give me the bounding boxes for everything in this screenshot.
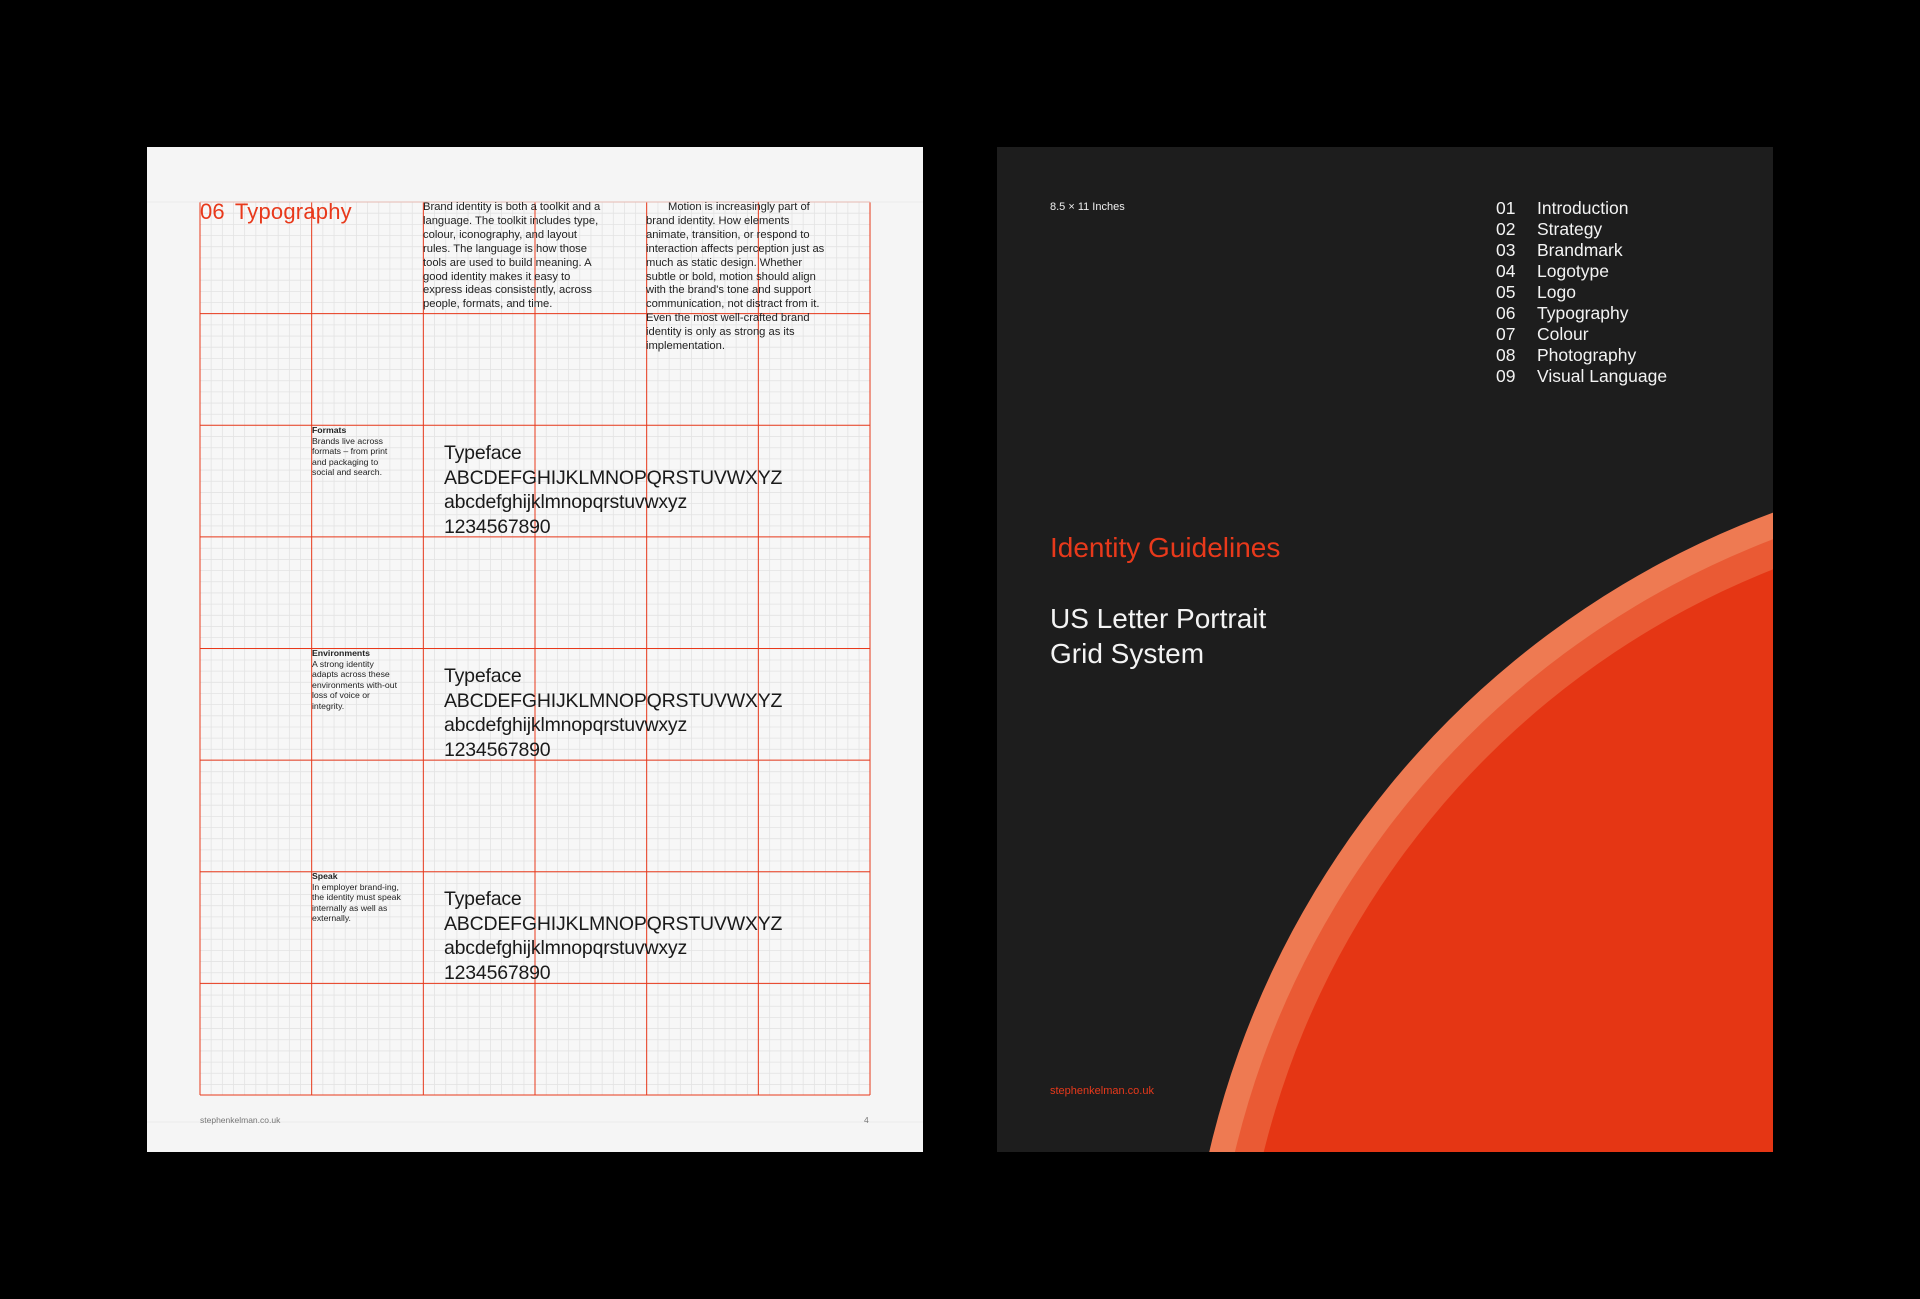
specimen-lowercase: abcdefghijklmnopqrstuvwxyz	[444, 491, 687, 513]
toc-label: Photography	[1537, 345, 1637, 365]
section-heading	[200, 199, 352, 225]
type-specimen	[444, 664, 782, 762]
toc-number: 05	[1496, 282, 1516, 302]
toc-number: 03	[1496, 240, 1516, 260]
document-title: Identity Guidelines	[1050, 532, 1281, 563]
specimen-uppercase: ABCDEFGHIJKLMNOPQRSTUVWXYZ	[444, 466, 783, 489]
toc-item[interactable]	[1496, 282, 1667, 303]
table-of-contents	[1496, 198, 1667, 387]
toc-label: Visual Language	[1537, 366, 1668, 386]
page-number: 4	[864, 1115, 869, 1125]
specimen-uppercase: ABCDEFGHIJKLMNOPQRSTUVWXYZ	[444, 689, 783, 712]
toc-item[interactable]	[1496, 366, 1667, 387]
side-note-formats	[312, 425, 402, 478]
toc-label: Colour	[1537, 324, 1589, 344]
toc-item[interactable]	[1496, 324, 1667, 345]
document-subtitle	[1050, 601, 1266, 671]
section-title: Typography	[234, 199, 352, 224]
cover-page	[997, 147, 1773, 1152]
toc-number: 09	[1496, 366, 1516, 386]
specimen-label: Typeface	[444, 442, 522, 464]
specimen-digits: 1234567890	[444, 738, 551, 761]
subtitle-line: US Letter Portrait	[1050, 603, 1267, 634]
subtitle-line: Grid System	[1050, 638, 1205, 669]
typography-page	[147, 147, 923, 1152]
toc-number: 07	[1496, 324, 1516, 344]
body-paragraph-1: Brand identity is both a toolkit and a language. The toolkit includes type, colour, iconography, and layout rules. The language is how those tools are used to build meaning. A good identity makes it easy to express ideas consistently, across people, formats, and time.	[423, 201, 601, 311]
body-paragraph-2: Motion is increasingly part of brand identity. How elements animate, transition, or respond to interaction affects perception just as much as static design. Whether subtle or bold, motion should align with the brand's tone and support communication, not distract from it. Even the most well-crafted brand identity is only as strong as its implementation.	[646, 201, 825, 353]
specimen-uppercase: ABCDEFGHIJKLMNOPQRSTUVWXYZ	[444, 912, 783, 935]
side-note-heading: Formats	[312, 425, 347, 435]
specimen-label: Typeface	[444, 665, 522, 687]
side-note-environments	[312, 648, 402, 711]
toc-item[interactable]	[1496, 219, 1667, 240]
toc-label: Strategy	[1537, 219, 1603, 239]
side-note-text: A strong identity adapts across these environments with-out loss of voice or integrity.	[312, 658, 397, 711]
side-note-heading: Environments	[312, 648, 370, 658]
size-label: 8.5 × 11 Inches	[1050, 201, 1125, 213]
toc-label: Logotype	[1537, 261, 1610, 281]
specimen-digits: 1234567890	[444, 961, 551, 984]
footer-url: stephenkelman.co.uk	[200, 1115, 281, 1125]
specimen-lowercase: abcdefghijklmnopqrstuvwxyz	[444, 937, 687, 959]
side-note-speak	[312, 871, 402, 924]
toc-item[interactable]	[1496, 198, 1667, 219]
footer-url: stephenkelman.co.uk	[1050, 1085, 1154, 1097]
toc-item[interactable]	[1496, 240, 1667, 261]
toc-label: Logo	[1537, 282, 1576, 302]
toc-item[interactable]	[1496, 345, 1667, 366]
toc-item[interactable]	[1496, 303, 1667, 324]
toc-label: Brandmark	[1537, 240, 1623, 260]
specimen-lowercase: abcdefghijklmnopqrstuvwxyz	[444, 714, 687, 736]
arc-inner	[1239, 510, 1773, 1152]
toc-number: 04	[1496, 261, 1516, 281]
toc-number: 01	[1496, 198, 1516, 218]
side-note-text: Brands live across formats – from print and packaging to social and search.	[312, 435, 388, 477]
specimen-digits: 1234567890	[444, 515, 551, 538]
specimen-label: Typeface	[444, 888, 522, 910]
toc-number: 02	[1496, 219, 1516, 239]
side-note-text: In employer brand-ing, the identity must speak internally as well as externally.	[312, 881, 401, 923]
type-specimen	[444, 887, 782, 985]
toc-item[interactable]	[1496, 261, 1667, 282]
toc-number: 08	[1496, 345, 1516, 365]
toc-label: Typography	[1537, 303, 1629, 323]
section-number: 06	[200, 199, 225, 224]
toc-label: Introduction	[1537, 198, 1629, 218]
toc-number: 06	[1496, 303, 1516, 323]
side-note-heading: Speak	[312, 871, 338, 881]
type-specimen	[444, 441, 782, 539]
